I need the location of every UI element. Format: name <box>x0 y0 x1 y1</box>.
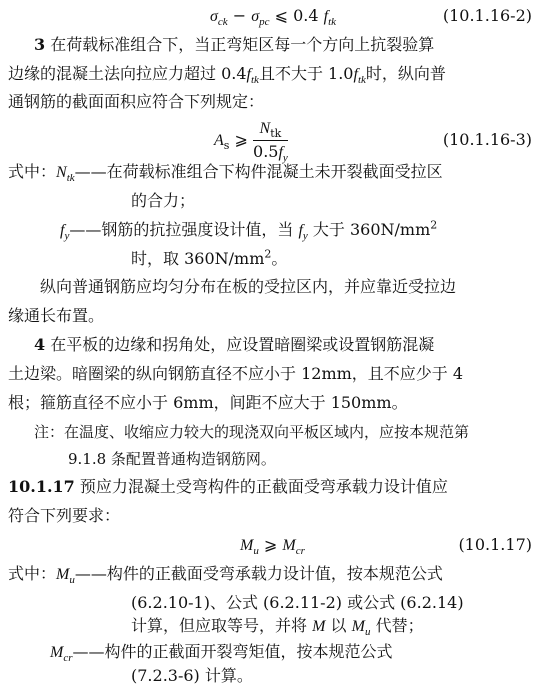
paragraph-line-2: 缘通长布置。 <box>8 306 105 325</box>
paragraph-line-1: 纵向普通钢筋应均匀分布在板的受拉区内，并应靠近受拉边 <box>40 277 457 296</box>
clause-number: 10.1.17 <box>8 477 75 496</box>
equation-number: (10.1.17) <box>458 535 532 554</box>
equation-10-1-17: $M_u$ ⩾ $M_{cr}$ <box>240 535 305 558</box>
item-number: 3 <box>34 35 46 54</box>
clause-10-1-17-line-2: 符合下列要求： <box>8 506 121 525</box>
item-3-line-1: 3 在荷载标准组合下，当正弯矩区每一个方向上抗裂验算 <box>34 35 435 54</box>
where-mcr-line-1: $M_{cr}——$构件的正截面开裂弯矩值，按本规范公式 <box>50 642 393 665</box>
item-3-line-2: 边缘的混凝土法向拉应力超过 $0.4f_{tk}$且不大于 $1.0f_{tk}$时，纵向普 <box>8 64 446 87</box>
equation-10-1-16-3: $A_s$ ⩾ $\frac{N_{tk}}{0.5f_y}$ <box>214 117 288 164</box>
item-number: 4 <box>34 335 46 354</box>
where-fy-line-2: 时，取 $360N/mm^2$。 <box>131 247 288 268</box>
where-ntk-line-2: 的合力； <box>131 191 196 210</box>
equation-10-1-16-2: $\sigma_{ck} - \sigma_{pc}$ ⩽ 0.4 $f_{tk}$ <box>210 6 337 29</box>
where-fy-line-1: $f_y——$钢筋的抗拉强度设计值，当 $f_y$ 大于 $360N/mm^2$ <box>60 218 438 243</box>
note-line-1: 注：在温度、收缩应力较大的现浇双向平板区域内，应按本规范第 <box>34 423 470 441</box>
item-4-line-2: 土边梁。暗圈梁的纵向钢筋直径不应小于 12mm，且不应少于 4 <box>8 364 464 383</box>
clause-10-1-17-line-1: 10.1.17 预应力混凝土受弯构件的正截面受弯承载力设计值应 <box>8 477 448 496</box>
item-4-line-3: 根；箍筋直径不应小于 6mm，间距不应大于 150mm。 <box>8 393 408 412</box>
item-3-line-3: 通钢筋的截面面积应符合下列规定： <box>8 92 265 111</box>
where-mcr-line-2: (7.2.3-6) 计算。 <box>131 666 253 685</box>
equation-number: (10.1.16-2) <box>442 6 532 25</box>
where-mu-line-1: 式中：$M_u——$构件的正截面受弯承载力设计值，按本规范公式 <box>8 564 443 587</box>
fraction: $\frac{N_{tk}}{0.5f_y}$ <box>253 117 288 164</box>
where-ntk-line-1: 式中：$N_{tk}——$在荷载标准组合下构件混凝土未开裂截面受拉区 <box>8 162 443 185</box>
note-line-2: 9.1.8 条配置普通构造钢筋网。 <box>68 450 276 468</box>
equation-number: (10.1.16-3) <box>442 130 532 149</box>
item-4-line-1: 4 在平板的边缘和拐角处，应设置暗圈梁或设置钢筋混凝 <box>34 335 435 354</box>
where-mcr-desc-1: ——构件的正截面开裂弯矩值，按本规范公式 <box>72 642 393 661</box>
where-mu-line-2: (6.2.10-1)、公式 (6.2.11-2) 或公式 (6.2.14) <box>131 593 464 612</box>
where-mu-line-3: 计算，但应取等号，并将 M 以 $M_u$ 代替； <box>131 616 424 639</box>
